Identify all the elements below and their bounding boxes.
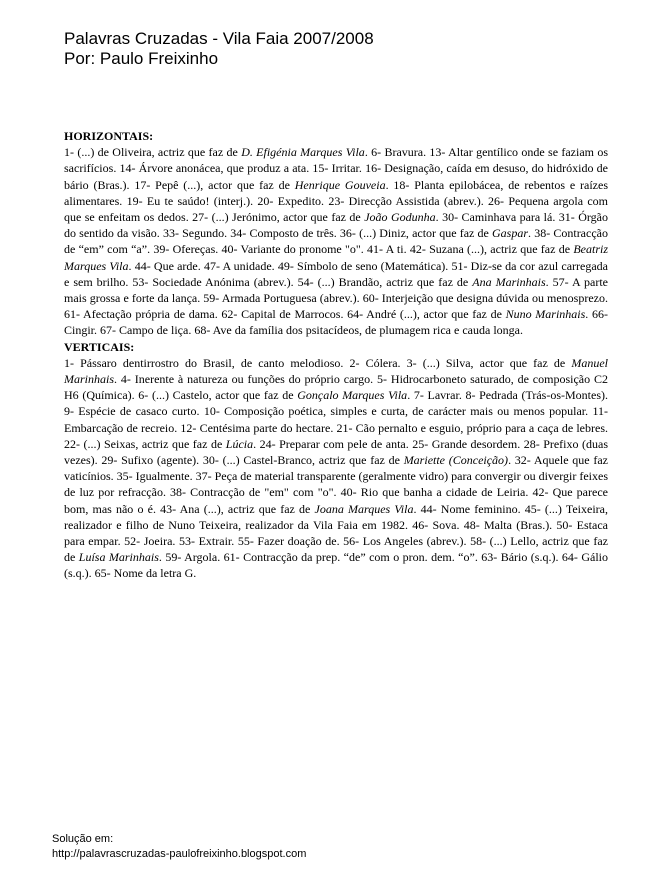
title-line: Palavras Cruzadas - Vila Faia 2007/2008: [64, 29, 374, 48]
solution-label: Solução em:: [52, 833, 114, 845]
clues-content: [64, 128, 608, 582]
solution-url-link[interactable]: http://palavrascruzadas-paulofreixinho.blogspot.com: [52, 847, 307, 860]
page-title: [64, 29, 374, 69]
horizontais-heading: HORIZONTAIS:: [64, 129, 154, 143]
verticais-heading: VERTICAIS:: [64, 339, 135, 354]
footer: [52, 832, 306, 861]
horizontais-clues: 1- (...) de Oliveira, actriz que faz de D. Efigénia Marques Vila. 6- Bravura. 13- Altar gentílico onde se faziam os sacrifícios. 14- Árvore anonácea, que produz a ata. 15- Irritar. 16- Designação, caída em desuso, do hidróxido de bário (Bras.). 17- Pepê (...), actor que faz de Henrique Gouveia. 18- Planta epilobácea, de rebentos e raízes alimentares. 19- Eu te saúdo! (interj.). 20- Expedito. 23- Direcção Assistida (abrev.). 26- Pequena argola com que se enfeitam os dedos. 27- (...) Jerónimo, actor que faz de João Godunha. 30- Caminhava para lá. 31- Órgão do sentido da visão. 33- Segundo. 34- Composto de três. 36- (...) Diniz, actor que faz de Gaspar. 38- Contracção de “em” com “a”. 39- Ofereças. 40- Variante do pronome "o". 41- A ti. 42- Suzana (...), actriz que faz de Beatriz Marques Vila. 44- Que arde. 47- A unidade. 49- Símbolo de seno (Matemática). 51- Diz-se da cor azul carregada e sem brilho. 53- Sociedade Anónima (abrev.). 54- (...) Brandão, actriz que faz de Ana Marinhais. 57- A parte mais grossa e forte da lança. 59- Armada Portuguesa (abrev.). 60- Interjeição que designa dúvida ou menosprezo. 61- Afectação própria de dama. 62- Capital de Marrocos. 64- André (...), actor que faz de Nuno Marinhais. 66- Cingir. 67- Campo de liça. 68- Ave da família dos psitacídeos, de plumagem rica e cauda longa.: [64, 145, 609, 338]
author-line: Por: Paulo Freixinho: [64, 49, 219, 68]
verticais-clues: 1- Pássaro dentirrostro do Brasil, de canto melodioso. 2- Cólera. 3- (...) Silva, actor que faz de Manuel Marinhais. 4- Inerente à natureza ou funções do próprio cargo. 5- Hidrocarboneto saturado, de composição C2 H6 (Química). 6- (...) Castelo, actor que faz de Gonçalo Marques Vila. 7- Lavrar. 8- Pedrada (Trás-os-Montes). 9- Espécie de casaco curto. 10- Composição poética, simples e curta, de carácter mais ou menos popular. 11- Embarcação de recreio. 12- Centésima parte do hectare. 21- Cão pernalto e esguio, próprio para a caça de lebres. 22- (...) Seixas, actriz que faz de Lúcia. 24- Preparar com pele de anta. 25- Grande desordem. 28- Prefixo (duas vezes). 29- Sufixo (agente). 30- (...) Castel-Branco, actriz que faz de Mariette (Conceição). 32- Aquele que faz vaticínios. 35- Igualmente. 37- Peça de material transparente (geralmente vidro) para convergir ou divergir feixes de luz por refracção. 38- Contracção de "em" com "o". 40- Rio que banha a cidade de Leiria. 42- Que parece bom, mas não o é. 43- Ana (...), actriz que faz de Joana Marques Vila. 44- Nome feminino. 45- (...) Teixeira, realizador e filho de Nuno Teixeira, realizador da Vila Faia em 1982. 46- Sova. 48- Malta (Bras.). 50- Estaca para empar. 52- Joeira. 53- Extrair. 55- Fazer doação de. 56- Los Angeles (abrev.). 58- (...) Lello, actriz que faz de Luísa Marinhais. 59- Argola. 61- Contracção da prep. “de” com o pron. dem. “o”. 63- Bário (s.q.). 64- Gálio (s.q.). 65- Nome da letra G.: [64, 355, 609, 581]
